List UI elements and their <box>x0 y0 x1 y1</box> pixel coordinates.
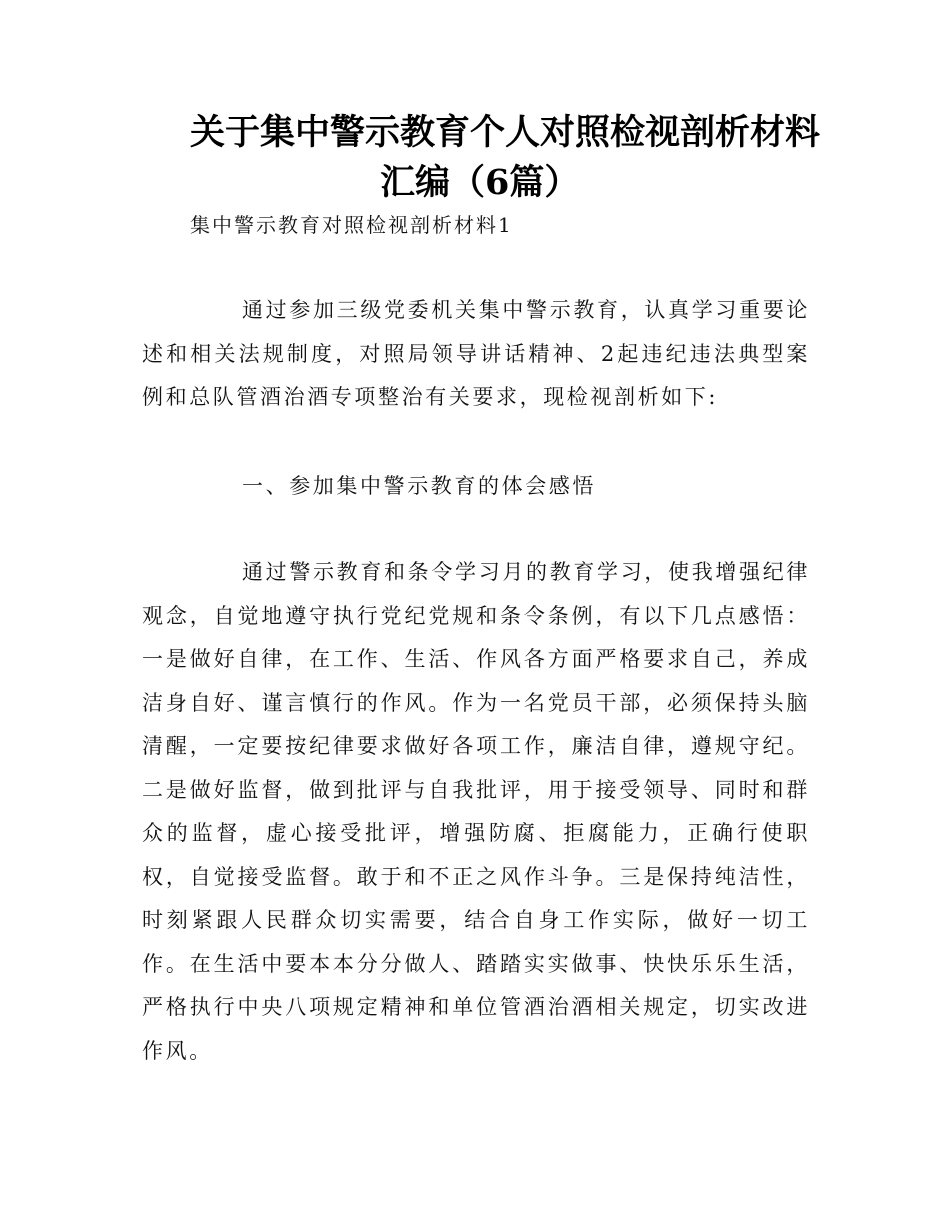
section-heading: 一、参加集中警示教育的体会感悟 <box>242 474 596 498</box>
title-line-2: 汇编（6篇） <box>380 162 580 203</box>
body-paragraph: 通过警示教育和条令学习月的教育学习，使我增强纪律观念，自觉地遵守执行党纪党规和条令条例，有以下几点感悟：一是做好自律，在工作、生活、作风各方面严格要求自己，养成洁身自好、谨言慎行的作风。作为一名党员干部，必须保持头脑清醒，一定要按纪律要求做好各项工作，廉洁自律，遵规守纪。二是做好监督，做到批评与自我批评，用于接受领导、同时和群众的监督，虚心接受批评，增强防腐、拒腐能力，正确行使职权，自觉接受监督。敢于和不正之风作斗争。三是保持纯洁性，时刻紧跟人民群众切实需要，结合自身工作实际，做好一切工作。在生活中要本本分分做人、踏踏实实做事、快快乐乐生活，严格执行中央八项规定精神和单位管酒治酒相关规定，切实改进作风。 <box>142 560 810 1063</box>
intro-paragraph: 通过参加三级党委机关集中警示教育，认真学习重要论述和相关法规制度，对照局领导讲话精神、2起违纪违法典型案例和总队管酒治酒专项整治有关要求，现检视剖析如下: <box>142 298 810 409</box>
document-title <box>140 108 860 208</box>
title-line-1: 关于集中警示教育个人对照检视剖析材料 <box>190 112 821 153</box>
document-subtitle: 集中警示教育对照检视剖析材料1 <box>190 213 513 237</box>
